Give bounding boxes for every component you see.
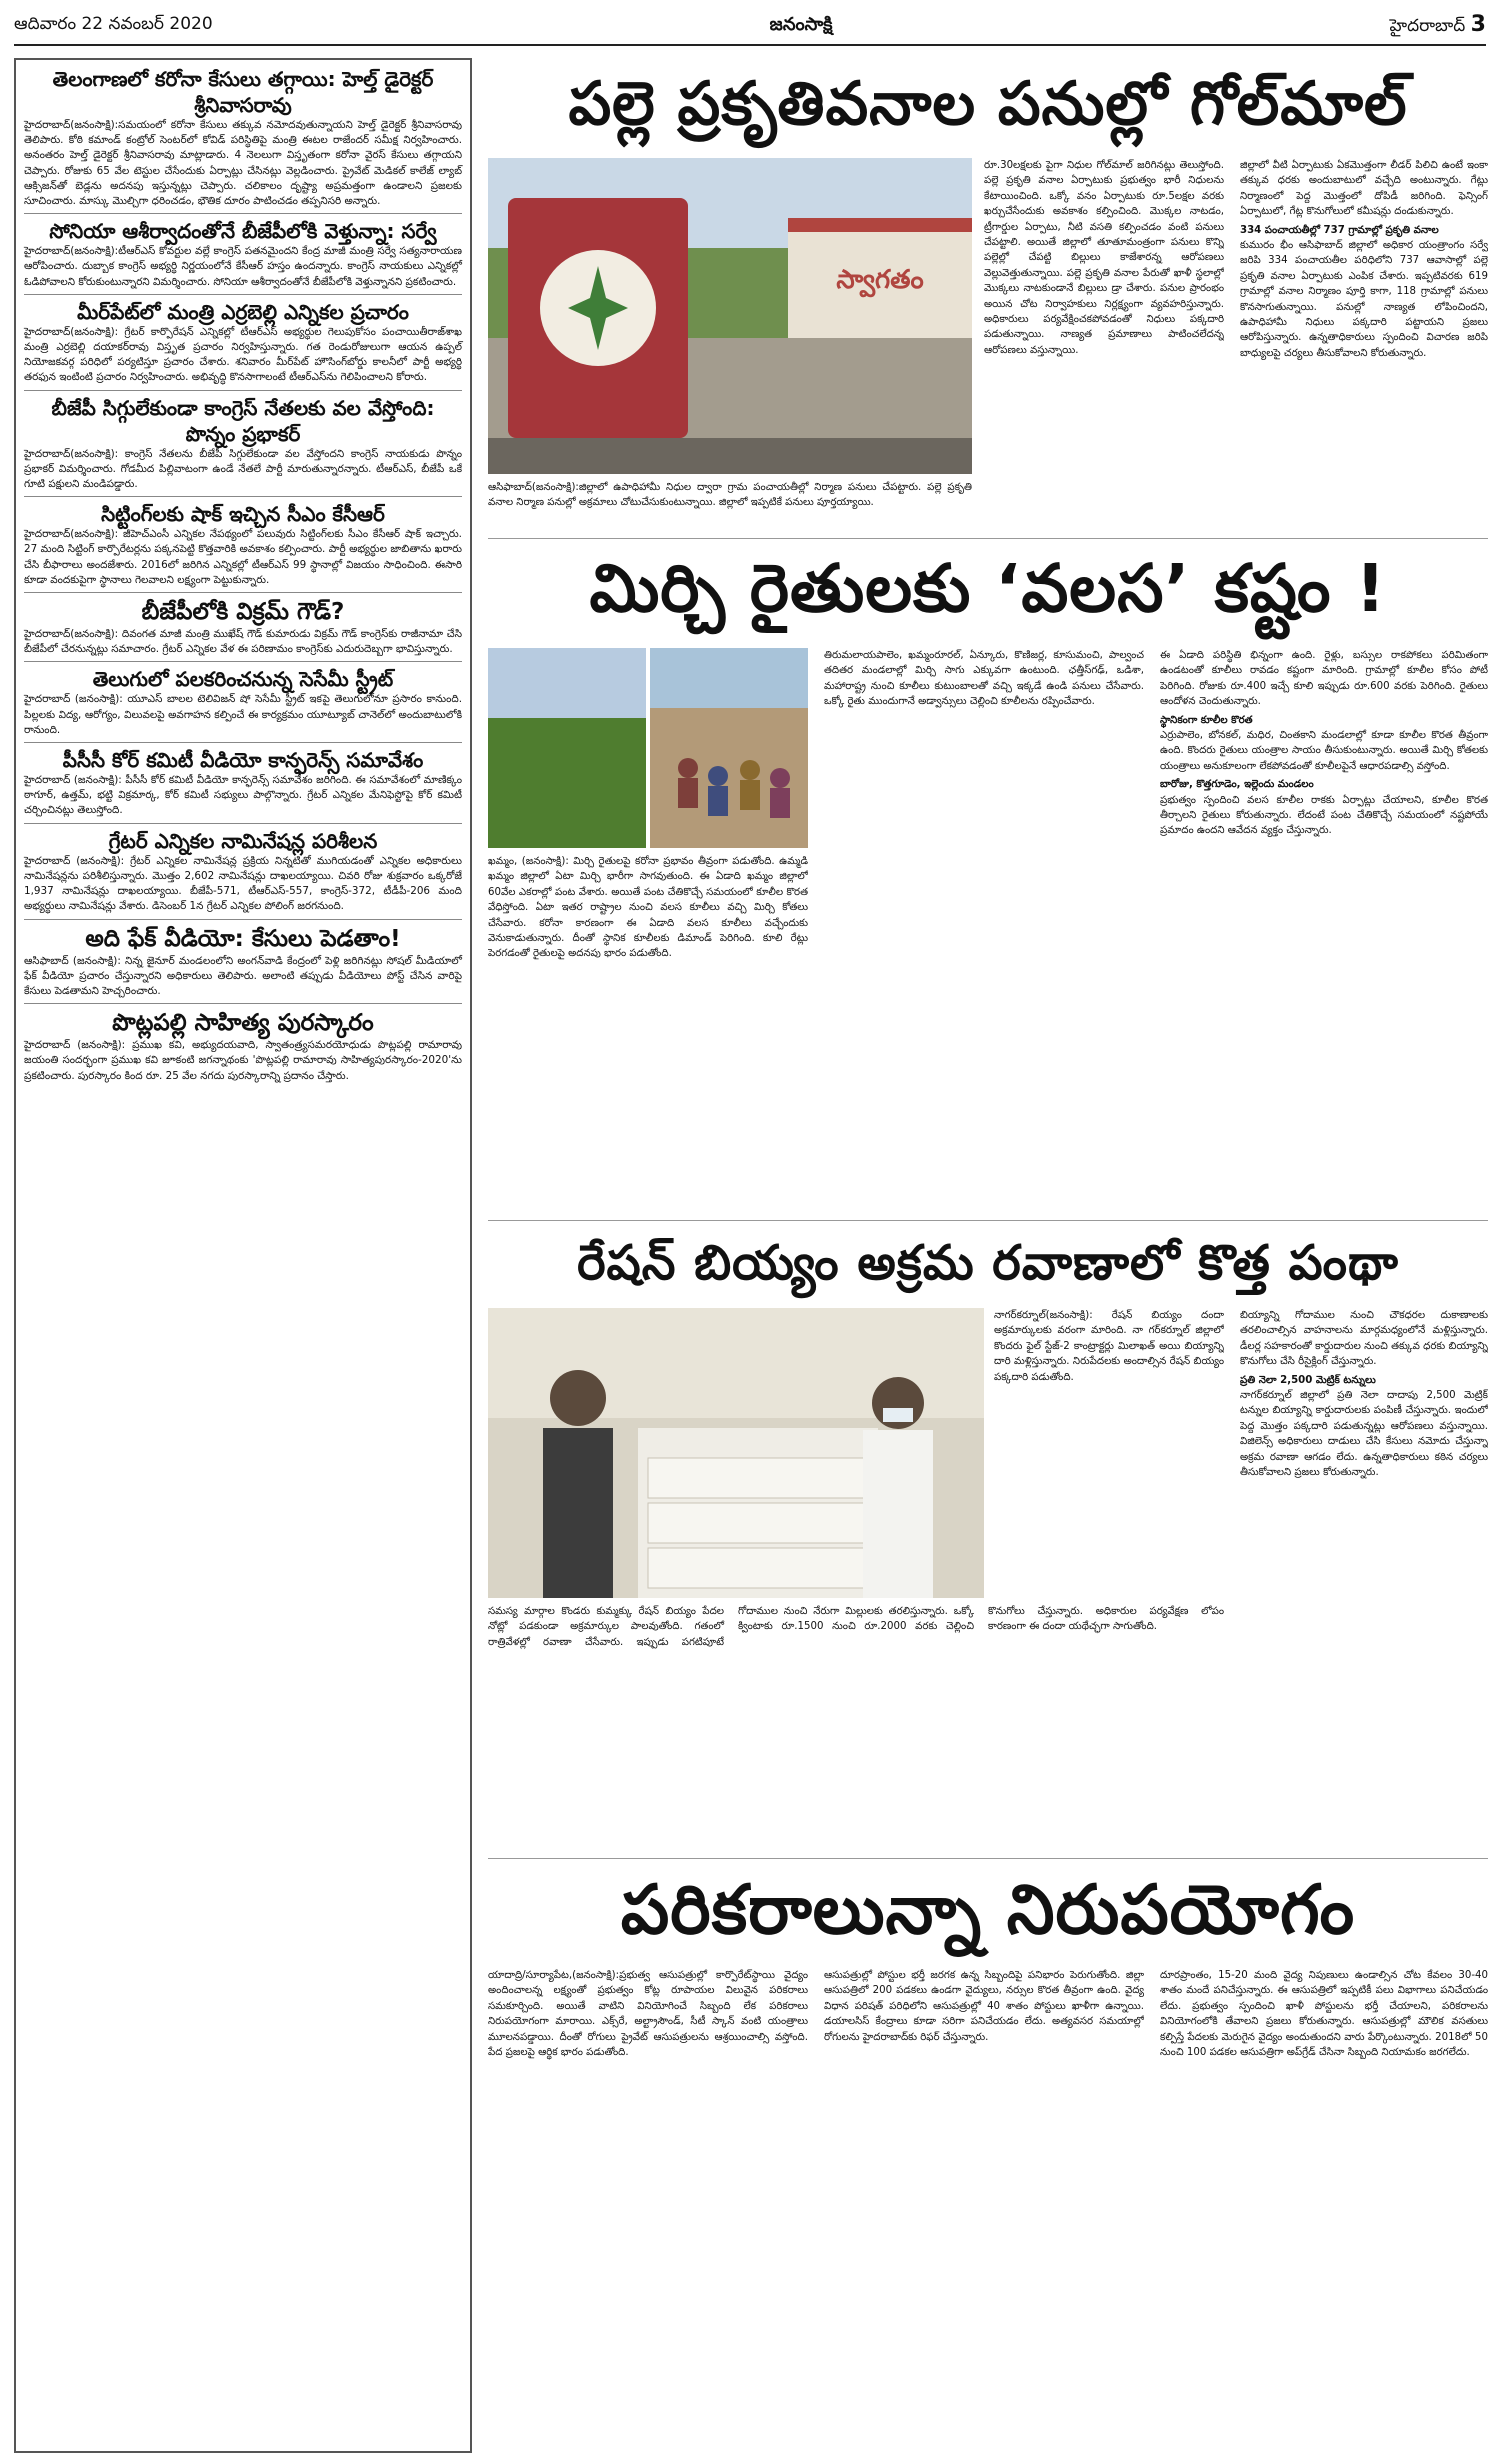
story4-headline: పరికరాలున్నా నిరుపయోగం: [620, 1871, 1356, 1950]
left-story-body: హైదరాబాద్‌ (జనంసాక్షి): గ్రేటర్‌ ఎన్నికల నామినేషన్ల ప్రక్రియ నిన్నటితో ముగియడంతో ఎన్నికల అధికారులు నామినేషన్లను పరిశీలిస్తున్నారు. మొత్తం 2,602 నామినేషన్లు దాఖలయ్యాయి. చివరి రోజు శుక్రవారం ఒక్కరోజే 1,937 నామినేషన్లు దాఖలయ్యాయి. బీజేపీ-571, టీఆర్‌ఎస్‌-557, కాంగ్రెస్‌-372, టీడీపీ-206 మంది అభ్యర్థులు నామినేషన్లు వేశారు. డిసెంబర్‌ 1న గ్రేటర్‌ ఎన్నికల పోలింగ్‌ జరగనుంది.: [24, 854, 462, 913]
story2-headline: మిర్చి రైతులకు ‘వలస’ కష్టం !: [589, 550, 1387, 627]
left-story-headline: పీసీసీ కోర్‌ కమిటీ వీడియో కాన్ఫరెన్స్‌ సమావేశం: [62, 748, 424, 773]
divider-1: [488, 538, 1488, 539]
story3-subhead: ప్రతి నెలా 2,500 మెట్రిక్‌ టన్నులు: [1240, 1374, 1376, 1386]
left-story-headline: తెలుగులో పలకరించనున్న సెసేమీ స్ట్రీట్‌: [92, 667, 394, 692]
left-story-body: ఆసిఫాబాద్‌ (జనంసాక్షి): నిన్న జైనూర్‌ మండలంలోని అంగన్‌వాడి కేంద్రంలో పెళ్లి జరిగినట్లు సోషల్‌ మీడియాలో ఫేక్‌ వీడియో ప్రచారం చేస్తున్నారని అధికారులు తెలిపారు. అలాంటి తప్పుడు వీడియోలు పోస్ట్‌ చేసిన వారిపై కేసులు పెడతామని హెచ్చరించారు.: [24, 954, 462, 997]
left-story-divider: [24, 390, 462, 391]
story1-headline: పల్లె ప్రకృతివనాల పనుల్లో గోల్‌మాల్‌: [568, 69, 1408, 139]
left-story-body: హైదరాబాద్‌ (జనంసాక్షి): ప్రముఖ కవి, అభ్యుదయవాది, స్వాతంత్ర్యసమరయోధుడు పొట్లపల్లి రామారావు జయంతి సందర్భంగా ప్రముఖ కవి జూకంటి జగన్నాథంకు 'పొట్లపల్లి రామారావు సాహిత్యపురస్కారం-2020'ను ప్రకటించారు. పురస్కారం కింద రూ. 25 వేల నగదు పురస్కారాన్ని ప్రదానం చేస్తారు.: [24, 1039, 462, 1082]
chilli-field-photo: [488, 648, 808, 848]
story4-body-col1: యాదాద్రి/సూర్యాపేట,(జనంసాక్షి):ప్రభుత్వ ఆసుపత్రుల్లో కార్పొరేట్‌స్థాయి వైద్యం అందించాలన్న లక్ష్యంతో ప్రభుత్వం కోట్ల రూపాయల విలువైన పరికరాలు సమకూర్చింది. అయితే వాటిని వినియోగించే సిబ్బంది లేక పరికరాలు నిరుపయోగంగా మారాయి. ఎక్స్‌రే, అల్ట్రాసౌండ్‌, సీటీ స్కాన్‌ వంటి యంత్రాలు మూలనపడ్డాయి. దీంతో రోగులు ప్రైవేట్‌ ఆసుపత్రులను ఆశ్రయించాల్సి వస్తోంది. పేద ప్రజలపై ఆర్థిక భారం పడుతోంది.: [488, 1970, 808, 2059]
left-news-column: [14, 58, 472, 2453]
left-story-headline: అది ఫేక్‌ వీడియో: కేసులు పెడతాం!: [85, 925, 401, 952]
story3-col2b-text: నాగర్‌కర్నూల్‌ జిల్లాలో ప్రతి నెలా దాదాపు 2,500 మెట్రిక్‌ టన్నుల బియ్యాన్ని కార్డుదారులకు పంపిణీ చేస్తున్నారు. ఇందులో పెద్ద మొత్తం పక్కదారి పడుతున్నట్లు ఆరోపణలు వస్తున్నాయి. విజిలెన్స్‌ అధికారులు దాడులు చేసి కేసులు నమోదు చేస్తున్నా అక్రమ రవాణా ఆగడం లేదు. ఉన్నతాధికారులు కఠిన చర్యలు తీసుకోవాలని ప్రజలు కోరుతున్నారు.: [1240, 1390, 1488, 1479]
left-story-headline: సోనియా ఆశీర్వాదంతోనే బీజేపీలోకి వెళ్తున్నా: సర్వే: [49, 219, 437, 244]
main-news-area: [488, 58, 1488, 2453]
story4-body-col2: ఆసుపత్రుల్లో పోస్టుల భర్తీ జరగక ఉన్న సిబ్బందిపై పనిభారం పెరుగుతోంది. జిల్లా ఆసుపత్రిలో 200 పడకలు ఉండగా వైద్యులు, నర్సుల కొరత తీవ్రంగా ఉంది. వైద్య విధాన పరిషత్‌ పరిధిలోని ఆసుపత్రుల్లో 40 శాతం పోస్టులు ఖాళీగా ఉన్నాయి. డయాలసిస్‌ కేంద్రాలు కూడా సరిగా పనిచేయడం లేదు. అత్యవసర సమయాల్లో రోగులను హైదరాబాద్‌కు రిఫర్‌ చేస్తున్నారు.: [824, 1970, 1144, 2043]
story1-col2-text: జిల్లాలో వీటి ఏర్పాటుకు ఏకమొత్తంగా లీడర్‌ పిలిచి ఉంటే ఇంకా తక్కువ ధరకు అందుబాటులో వచ్చేది అంటున్నారు. గేట్లు నిర్మాణంలో పెద్ద మొత్తంలో దోపిడీ జరిగింది. ఫెన్సింగ్‌ ఏర్పాటులో, గేట్ల కొనుగోలులో కమీషన్లు దండుకున్నారు.: [1240, 160, 1488, 218]
left-story-headline: తెలంగాణలో కరోనా కేసులు తగ్గాయి: హెల్త్‌ డైరెక్టర్‌ శ్రీనివాసరావు: [52, 67, 434, 117]
left-story-body: హైదరాబాద్‌(జనంసాక్షి): గ్రేటర్‌ కార్పొరేషన్‌ ఎన్నికల్లో టీఆర్‌ఎస్‌ అభ్యర్థుల గెలుపుకోసం పంచాయితీరాజ్‌శాఖ మంత్రి ఎర్రబెల్లి దయాకర్‌రావు విస్తృత ప్రచారం నిర్వహిస్తున్నారు. గత రెండురోజులుగా ఆయన ఉప్పల్‌ నియోజకవర్గ పరిధిలో పర్యటిస్తూ ప్రచారం చేశారు. శనివారం మీర్‌పేట్‌ హౌసింగ్‌బోర్డు కాలనీలో పార్టీ అభ్యర్థి తరఫున ఇంటింటి ప్రచారం నిర్వహించారు. అభివృద్ధి కొనసాగాలంటే టీఆర్‌ఎస్‌ను గెలిపించాలని కోరారు.: [24, 325, 462, 384]
story1-body-col1: రూ.30లక్షలకు పైగా నిధుల గోల్‌మాల్‌ జరిగినట్లు తెలుస్తోంది. పల్లె ప్రకృతి వనాల ఏర్పాటుకు ప్రభుత్వం భారీ నిధులను కేటాయించింది. ఒక్కో వనం ఏర్పాటుకు రూ.5లక్షల వరకు ఖర్చుచేసేందుకు అవకాశం కల్పించింది. మొక్కల నాటడం, ట్రీగార్డుల ఏర్పాటు, నీటి వసతి కల్పించడం వంటి పనులు చేపట్టాలి. అయితే జిల్లాలో తూతూమంత్రంగా పనులు కొన్ని పల్లెల్లో చేపట్టి బిల్లులు కాజేశారన్న ఆరోపణలు వెల్లువెత్తుతున్నాయి. పల్లె ప్రకృతి వనాల పేరుతో ఖాళీ స్థలాల్లో మొక్కలు నాటకుండానే బిల్లులు డ్రా చేశారు. పనుల ప్రారంభం అయిన చోట నిర్వాహకులు నిర్లక్ష్యంగా వ్యవహరిస్తున్నారు. అధికారులు పర్యవేక్షించకపోవడంతో నిధులు పక్కదారి పడుతున్నాయి. నాణ్యత ప్రమాణాలు పాటించలేదన్న ఆరోపణలు వస్తున్నాయి.: [984, 160, 1224, 356]
story2-col3c-text: ప్రభుత్వం స్పందించి వలస కూలీల రాకకు ఏర్పాట్లు చేయాలని, కూలీల కొరత తీర్చాలని రైతులు కోరుతున్నారు. లేదంటే పంట చేతికొచ్చే సమయంలో నష్టపోయే ప్రమాదం ఉందని ఆవేదన వ్యక్తం చేస్తున్నారు.: [1160, 794, 1488, 837]
divider-3: [488, 1858, 1488, 1859]
story2-photo: [488, 648, 808, 848]
welcome-arch-photo: [488, 158, 972, 474]
story2-body-col3: [1160, 648, 1488, 1214]
story3-col2-text: బియ్యాన్ని గోదాముల నుంచి చౌకధరల దుకాణాలకు తరలించాల్సిన వాహనాలను మార్గమధ్యంలోనే మళ్లిస్తున్నారు. డీలర్ల సహకారంతో కార్డుదారుల నుంచి తక్కువ ధరకు బియ్యాన్ని కొనుగోలు చేసి రీసైక్లింగ్‌ చేస్తున్నారు.: [1240, 1310, 1488, 1368]
page-number: 3: [1470, 12, 1486, 37]
left-story-divider: [24, 213, 462, 214]
story3-body-col1: నాగర్‌కర్నూల్‌(జనంసాక్షి): రేషన్‌ బియ్యం దందా అక్రమార్కులకు వరంగా మారింది. నా గర్‌కర్నూల్‌ జిల్లాలో కొందరు ఫైల్‌ స్టేజ్‌-2 కాంట్రాక్టర్లు మిలాఖత్‌ అయి బియ్యాన్ని దారి మళ్లిస్తున్నారు. నిరుపేదలకు అందాల్సిన రేషన్‌ బియ్యం పక్కదారి పడుతోంది.: [994, 1310, 1224, 1383]
left-story-body: హైదరాబాద్‌(జనంసాక్షి): కాంగ్రెస్‌ నేతలను బీజేపీ సిగ్గులేకుండా వల వేస్తోందని కాంగ్రెస్‌ నాయకుడు పొన్నం ప్రభాకర్‌ విమర్శించారు. గోడమీద పిల్లివాటంగా ఉండే నేతలే పార్టీ మారుతున్నారన్నారు. టీఆర్‌ఎస్‌, బీజేపీ ఒకే గూటి పక్షులని మండిపడ్డారు.: [24, 447, 462, 491]
rice-bags-photo: [488, 1308, 984, 1598]
story2-body-col1: ఖమ్మం, (జనంసాక్షి): మిర్చి రైతులపై కరోనా ప్రభావం తీవ్రంగా పడుతోంది. ఉమ్మడి ఖమ్మం జిల్లాలో ఏటా మిర్చి భారీగా సాగవుతుంది. ఈ ఏడాది ఖమ్మం జిల్లాలో 60వేల ఎకరాల్లో పంట వేశారు. అయితే పంట చేతికొచ్చే సమయంలో కూలీల కొరత వేధిస్తోంది. ఏటా ఇతర రాష్ట్రాల నుంచి వలస కూలీలు వచ్చి మిర్చి కోతలు చేసేవారు. కరోనా కారణంగా ఈ ఏడాది వలస కూలీలు వచ్చేందుకు వెనుకాడుతున్నారు. దీంతో స్థానిక కూలీలకు డిమాండ్‌ పెరిగింది. కూలి రేట్లు పెరగడంతో రైతులపై అదనపు భారం పడుతోంది.: [488, 856, 808, 960]
story2-body-col2: తిరుమలాయపాలెం, ఖమ్మంరూరల్‌, ఏన్కూరు, కొణిజర్ల, కూసుమంచి, పాల్వంచ తదితర మండలాల్లో మిర్చి సాగు ఎక్కువగా ఉంటుంది. ఛత్తీస్‌గఢ్‌, ఒడిశా, మహారాష్ట్ర నుంచి కూలీలు కుటుంబాలతో వచ్చి ఇక్కడే ఉండి పనులు చేసేవారు. ఒక్కో రైతు ముందుగానే అడ్వాన్సులు చెల్లించి కూలీలను రప్పించేవారు.: [824, 650, 1144, 708]
story3-body-col2: [1240, 1308, 1488, 1852]
left-story-divider: [24, 823, 462, 824]
left-story-body: హైదరాబాద్‌(జనంసాక్షి): దివంగత మాజీ మంత్రి ముఖేష్‌ గౌడ్‌ కుమారుడు విక్రమ్‌ గౌడ్‌ కాంగ్రెస్‌కు రాజీనామా చేసి బీజేపీలో చేరనున్నట్లు సమాచారం. గ్రేటర్‌ ఎన్నికల వేళ ఈ పరిణామం కాంగ్రెస్‌కు ఎదురుదెబ్బగా భావిస్తున్నారు.: [24, 628, 462, 656]
left-story-divider: [24, 919, 462, 920]
story3-body-col1b: సమస్య మార్గాల కొండరు కుమ్మక్కు రేషన్‌ బియ్యం పేదల నోట్లో పడకుండా అక్రమార్కుల పాలవుతోంది. గతంలో రాత్రివేళల్లో రవాణా చేసేవారు. ఇప్పుడు పగటిపూటే గోదాముల నుంచి నేరుగా మిల్లులకు తరలిస్తున్నారు. ఒక్కో క్వింటాకు రూ.1500 నుంచి రూ.2000 వరకు చెల్లించి కొనుగోలు చేస్తున్నారు. అధికారుల పర్యవేక్షణ లోపం కారణంగా ఈ దందా యథేచ్ఛగా సాగుతోంది.: [488, 1606, 1224, 1648]
left-story-body: హైదరాబాద్‌(జనంసాక్షి):టీఆర్‌ఎస్‌ కోవర్టుల వల్లే కాంగ్రెస్‌ పతనమైందని కేంద్ర మాజీ మంత్రి సర్వే సత్యనారాయణ ఆరోపించారు. దుబ్బాక కాంగ్రెస్‌ అభ్యర్థి నిర్ణయంలోనే కేసీఆర్‌ హస్తం ఉందన్నారు. కాంగ్రెస్‌ నాయకులు ఎన్నికల్లో ఓడిపోవాలని కోరుకుంటున్నారని విమర్శించారు. సోనియా ఆశీర్వాదంతోనే బీజేపీలోకి వెళ్తున్నానని ప్రకటించారు.: [24, 245, 462, 288]
story2-col3b-text: ఎర్రుపాలెం, బోనకల్‌, మధిర, చింతకాని మండలాల్లో కూడా కూలీల కొరత తీవ్రంగా ఉంది. కొందరు రైతులు యంత్రాల సాయం తీసుకుంటున్నారు. అయితే మిర్చి కోతలకు యంత్రాలు అనుకూలంగా లేకపోవడంతో కూలీలపైనే ఆధారపడాల్సి వస్తోంది.: [1160, 730, 1488, 772]
story2-subhead1: స్థానికంగా కూలీల కొరత: [1160, 714, 1253, 726]
edition-city: హైదరాబాద్‌: [1389, 16, 1466, 36]
left-story-divider: [24, 661, 462, 662]
left-story-divider: [24, 496, 462, 497]
story1-photo: [488, 158, 972, 474]
story1-subhead: 334 పంచాయతీల్లో 737 గ్రామాల్లో ప్రకృతి వనాల: [1240, 224, 1439, 236]
left-story-divider: [24, 592, 462, 593]
left-story-headline: సిట్టింగ్‌లకు షాక్‌ ఇచ్చిన సీఎం కేసీఆర్‌: [101, 502, 385, 527]
left-story-body: హైదరాబాద్‌(జనంసాక్షి):సమయంలో కరోనా కేసులు తక్కువ నమోదవుతున్నాయని హెల్త్‌ డైరెక్టర్‌ శ్రీనివాసరావు తెలిపారు. కోఠి కమాండ్‌ కంట్రోల్‌ సెంటర్‌లో కోవిడ్‌ పరిస్థితిపై మంత్రి ఈటల రాజేందర్‌ సమీక్ష నిర్వహించారు. అనంతరం హెల్త్‌ డైరెక్టర్‌ శ్రీనివాసరావు మాట్లాడారు. 4 నెలలుగా విస్తృతంగా కరోనా వైరస్‌ కేసులు తగ్గాయని చెప్పారు. రోజుకు 65 వేల టెస్టుల చేసేందుకు ఏర్పాట్లు చేసినట్లు వెల్లడించారు. ప్రైవేట్‌ మెడికల్‌ కాలేజ్‌ ల్యాబ్‌ ఆక్సిజన్‌తో బెడ్లను అదనపు ఇస్తున్నట్లు చెప్పారు. చలికాలం దృష్ట్యా అప్రమత్తంగా ఉండాలని ప్రజలకు సూచించారు. మాస్కు మెుల్చిగా ధరించడం, భౌతిక దూరం పాటించడం తప్పనిసరి అన్నారు.: [24, 119, 462, 208]
left-story-headline: బీజేపీలోకి విక్రమ్‌ గౌడ్‌?: [141, 599, 345, 626]
story2-col3-text: ఈ ఏడాది పరిస్థితి భిన్నంగా ఉంది. రైళ్లు, బస్సుల రాకపోకలు పరిమితంగా ఉండటంతో కూలీలు రావడం కష్టంగా మారింది. గ్రామాల్లో కూలీల కోసం పోటీ పెరిగింది. రోజుకు రూ.400 ఇచ్చే కూలి ఇప్పుడు రూ.600 వరకు పెరిగింది. రైతులు ఆందోళన చెందుతున్నారు.: [1160, 650, 1488, 708]
left-story-body: హైదరాబాద్‌ (జనంసాక్షి): యూఎస్‌ బాలల టెలివిజన్‌ షో సెసేమీ స్ట్రీట్‌ ఇకపై తెలుగులోనూ ప్రసారం కానుంది. పిల్లలకు విద్య, ఆరోగ్యం, విలువలపై అవగాహన కల్పించే ఈ కార్యక్రమం యూట్యూబ్‌ చానెల్‌లో అందుబాటులోకి రానుంది.: [24, 693, 462, 736]
left-story-body: హైదరాబాద్‌ (జనంసాక్షి): పీసీసీ కోర్‌ కమిటీ వీడియో కాన్ఫరెన్స్‌ సమావేశం జరిగింది. ఈ సమావేశంలో మాణిక్కం ఠాగూర్‌, ఉత్తమ్‌, భట్టి విక్రమార్క, కోర్‌ కమిటీ సభ్యులు పాల్గొన్నారు. గ్రేటర్‌ ఎన్నికల మేనిఫెస్టోపై కోర్‌ కమిటీ చర్చించినట్లు తెలుస్తోంది.: [24, 774, 462, 817]
story1-col2b-text: కుమురం భీం ఆసిఫాబాద్‌ జిల్లాలో అధికార యంత్రాంగం సర్వే జరిపి 334 పంచాయతీల పరిధిలోని 737 ఆవాసాల్లో పల్లె ప్రకృతి వనాల ఏర్పాటుకు ఎంపిక చేశారు. ఇప్పటివరకు 619 గ్రామాల్లో వనాల నిర్మాణం పూర్తి కాగా, 118 గ్రామాల్లో పనులు కొనసాగుతున్నాయి. పనుల్లో నాణ్యత లోపించిందని, ఉపాధిహామీ నిధులు పక్కదారి పట్టాయని ప్రజలు ఆరోపిస్తున్నారు. ఉన్నతాధికారులు స్పందించి విచారణ జరిపి బాధ్యులపై చర్యలు తీసుకోవాలని కోరుతున్నారు.: [1240, 240, 1488, 359]
left-story-headline: పొట్లపల్లి సాహిత్య పురస్కారం: [112, 1010, 374, 1037]
arch-sign-text: స్వాగతం: [836, 265, 924, 295]
issue-date: ఆదివారం 22 నవంబర్‌ 2020: [14, 14, 213, 34]
edition-page: [1390, 12, 1486, 40]
story3-headline: రేషన్‌ బియ్యం అక్రమ రవాణాలో కొత్త పంథా: [577, 1235, 1399, 1291]
left-story-divider: [24, 294, 462, 295]
left-story-divider: [24, 1003, 462, 1004]
story4-body-col3: దూరప్రాంతం, 15-20 మంది వైద్య నిపుణులు ఉండాల్సిన చోట కేవలం 30-40 శాతం మందే పనిచేస్తున్నారు. ఈ ఆసుపత్రిలో ఇప్పటికీ పలు విభాగాలు పనిచేయడం లేదు. ప్రభుత్వం స్పందించి ఖాళీ పోస్టులను భర్తీ చేయాలని, పరికరాలను వినియోగంలోకి తేవాలని ప్రజలు కోరుతున్నారు. ఆసుపత్రుల్లో మౌలిక వసతులు కల్పిస్తే పేదలకు మెరుగైన వైద్యం అందుతుందని వారు పేర్కొంటున్నారు. 2018లో 50 నుంచి 100 పడకల ఆసుపత్రిగా అప్‌గ్రేడ్‌ చేసినా సిబ్బంది నియామకం జరగలేదు.: [1160, 1970, 1488, 2059]
masthead: [14, 8, 1486, 46]
left-story-divider: [24, 742, 462, 743]
left-story-headline: మీర్‌పేట్‌లో మంత్రి ఎర్రబెల్లి ఎన్నికల ప్రచారం: [77, 299, 409, 324]
divider-2: [488, 1220, 1488, 1221]
story2-subhead2: బారోజు, కొత్తగూడెం, ఇల్లెందు మండలం: [1160, 779, 1314, 791]
story1-body-col2: [1240, 158, 1488, 528]
left-story-headline: గ్రేటర్‌ ఎన్నికల నామినేషన్ల పరిశీలన: [108, 828, 378, 853]
story1-caption: ఆసిఫాబాద్‌(జనంసాక్షి):జిల్లాలో ఉపాధిహామీ నిధుల ద్వారా గ్రామ పంచాయతీల్లో నిర్మాణ పనులు చేపట్టారు. పల్లె ప్రకృతి వనాల నిర్మాణ పనుల్లో అక్రమాలు చోటుచేసుకుంటున్నాయి. జిల్లాలో ఇప్పటికే పనులు పూర్తయ్యాయి.: [488, 482, 972, 508]
story3-photo: [488, 1308, 984, 1598]
left-story-body: హైదరాబాద్‌(జనంసాక్షి): జీహెచ్‌ఎంసీ ఎన్నికల నేపథ్యంలో పలువురు సిట్టింగ్‌లకు సీఎం కేసీఆర్‌ షాక్‌ ఇచ్చారు. 27 మంది సిట్టింగ్‌ కార్పొరేటర్లను పక్కనపెట్టి కొత్తవారికి అవకాశం కల్పించారు. పార్టీ అభ్యర్థుల జాబితాను ఖరారు చేసి బీఫారాలు అందజేశారు. 2016లో జరిగిన ఎన్నికల్లో టీఆర్‌ఎస్‌ 99 స్థానాల్లో విజయం సాధించింది. ఈసారి కూడా వందకుపైగా స్థానాలు గెలవాలని లక్ష్యంగా పెట్టుకున్నారు.: [24, 528, 462, 586]
newspaper-name: జనంసాక్షి: [769, 13, 833, 35]
left-story-headline: బీజేపీ సిగ్గులేకుండా కాంగ్రెస్‌ నేతలకు వల వేస్తోంది: పొన్నం ప్రభాకర్‌: [51, 395, 435, 446]
